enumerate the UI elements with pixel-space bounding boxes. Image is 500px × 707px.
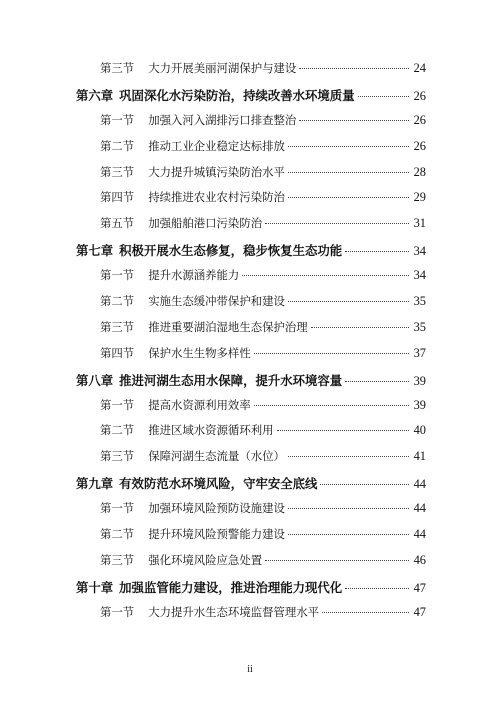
- toc-entry-page: 28: [413, 164, 426, 179]
- toc-entry-title: 实施生态缓冲带保护和建设: [148, 294, 285, 309]
- toc-leader-dots: [254, 353, 409, 354]
- toc-entry-page: 29: [413, 190, 426, 205]
- toc-leader-dots: [288, 508, 409, 509]
- toc-entry-page: 35: [413, 319, 426, 334]
- toc-section-entry[interactable]: [76, 60, 426, 86]
- toc-entry-number: 第三节: [100, 164, 135, 179]
- toc-entry-number: 第九章: [76, 476, 114, 492]
- toc-chapter-entry[interactable]: [76, 86, 426, 112]
- toc-entry-page: 37: [413, 345, 426, 360]
- toc-entry-page: 35: [413, 294, 426, 309]
- toc-leader-dots: [288, 534, 409, 535]
- toc-entry-title: 加强环境风险预防设施建设: [148, 501, 285, 516]
- toc-leader-dots: [265, 560, 409, 561]
- toc-leader-dots: [288, 301, 409, 302]
- toc-section-entry[interactable]: [76, 293, 426, 319]
- toc-leader-dots: [299, 120, 409, 121]
- toc-entry-number: 第一节: [100, 604, 135, 619]
- toc-entry-title: 加强船舶港口污染防治: [148, 216, 263, 231]
- toc-entry-number: 第三节: [100, 449, 135, 464]
- toc-entry-page: 46: [413, 552, 426, 567]
- toc-section-entry[interactable]: [76, 448, 426, 474]
- toc-section-entry[interactable]: [76, 215, 426, 241]
- toc-entry-title: 持续推进农业农村污染防治: [148, 190, 285, 205]
- toc-section-entry[interactable]: [76, 526, 426, 552]
- toc-entry-page: 34: [413, 244, 426, 259]
- toc-chapter-entry[interactable]: [76, 241, 426, 267]
- toc-leader-dots: [288, 172, 409, 173]
- toc-entry-title: 推动工业企业稳定达标排放: [148, 138, 285, 153]
- toc-entry-title: 积极开展水生态修复，稳步恢复生态功能: [119, 243, 343, 259]
- toc-entry-number: 第三节: [100, 319, 135, 334]
- toc-entry-page: 44: [413, 477, 426, 492]
- toc-leader-dots: [345, 588, 409, 589]
- toc-section-entry[interactable]: [76, 397, 426, 423]
- toc-entry-number: 第一节: [100, 397, 135, 412]
- toc-entry-page: 34: [413, 268, 426, 283]
- toc-entry-title: 推进重要湖泊湿地生态保护治理: [148, 319, 308, 334]
- toc-entry-number: 第二节: [100, 423, 135, 438]
- toc-entry-number: 第十章: [76, 579, 114, 595]
- page-number: ii: [247, 664, 253, 675]
- toc-leader-dots: [288, 146, 409, 147]
- toc-section-entry[interactable]: [76, 345, 426, 371]
- toc-entry-page: 26: [413, 88, 426, 103]
- toc-entry-page: 44: [413, 501, 426, 516]
- toc-leader-dots: [345, 381, 409, 382]
- toc-section-entry[interactable]: [76, 500, 426, 526]
- toc-entry-title: 保障河湖生态流量（水位）: [148, 449, 285, 464]
- toc-leader-dots: [320, 484, 409, 485]
- toc-entry-page: 41: [413, 449, 426, 464]
- toc-entry-title: 推进河湖生态用水保障，提升水环境容量: [119, 372, 343, 388]
- toc-entry-number: 第四节: [100, 190, 135, 205]
- toc-entry-page: 31: [413, 216, 426, 231]
- toc-entry-page: 39: [413, 397, 426, 412]
- toc-leader-dots: [254, 405, 409, 406]
- toc-entry-title: 提高水资源利用效率: [148, 397, 251, 412]
- toc-entry-number: 第二节: [100, 294, 135, 309]
- toc-entry-page: 39: [413, 373, 426, 388]
- toc-leader-dots: [242, 275, 409, 276]
- toc-entry-number: 第六章: [76, 87, 114, 103]
- toc-entry-number: 第一节: [100, 268, 135, 283]
- toc-leader-dots: [265, 223, 409, 224]
- toc-entry-number: 第一节: [100, 501, 135, 516]
- toc-chapter-entry[interactable]: [76, 474, 426, 500]
- toc-leader-dots: [288, 197, 409, 198]
- toc-entry-page: 26: [413, 138, 426, 153]
- toc-entry-page: 47: [413, 604, 426, 619]
- toc-leader-dots: [299, 68, 409, 69]
- toc-leader-dots: [288, 456, 409, 457]
- toc-leader-dots: [311, 327, 409, 328]
- toc-section-entry[interactable]: [76, 112, 426, 138]
- toc-entry-title: 大力提升水生态环境监督管理水平: [148, 604, 320, 619]
- toc-section-entry[interactable]: [76, 422, 426, 448]
- toc-entry-number: 第八章: [76, 372, 114, 388]
- toc-entry-title: 大力提升城镇污染防治水平: [148, 164, 285, 179]
- toc-section-entry[interactable]: [76, 552, 426, 578]
- toc-entry-number: 第七章: [76, 243, 114, 259]
- toc-section-entry[interactable]: [76, 604, 426, 630]
- toc-entry-page: 40: [413, 423, 426, 438]
- toc-entry-number: 第二节: [100, 527, 135, 542]
- toc-entry-number: 第三节: [100, 61, 135, 75]
- toc-chapter-entry[interactable]: [76, 371, 426, 397]
- toc-entry-title: 强化环境风险应急处置: [148, 552, 263, 567]
- toc-entry-number: 第二节: [100, 138, 135, 153]
- toc-entry-number: 第一节: [100, 112, 135, 127]
- toc-entry-page: 26: [413, 112, 426, 127]
- toc-section-entry[interactable]: [76, 138, 426, 164]
- toc-leader-dots: [277, 430, 410, 431]
- toc-entry-page: 24: [413, 61, 426, 75]
- toc-section-entry[interactable]: [76, 189, 426, 215]
- toc-entry-title: 加强监管能力建设，推进治理能力现代化: [119, 579, 343, 595]
- toc-entry-title: 推进区域水资源循环利用: [148, 423, 274, 438]
- toc-entry-title: 大力开展美丽河湖保护与建设: [148, 61, 297, 75]
- toc-section-entry[interactable]: [76, 267, 426, 293]
- toc-section-entry[interactable]: [76, 319, 426, 345]
- toc-leader-dots: [345, 251, 409, 252]
- toc-entry-title: 提升环境风险预警能力建设: [148, 527, 285, 542]
- toc-entry-page: 44: [413, 527, 426, 542]
- toc-entry-title: 加强入河入湖排污口排查整治: [148, 112, 297, 127]
- toc-entry-title: 保护水生生物多样性: [148, 345, 251, 360]
- toc-section-entry[interactable]: [76, 164, 426, 190]
- toc-entry-title: 有效防范水环境风险，守牢安全底线: [119, 476, 318, 492]
- table-of-contents: [76, 60, 426, 630]
- toc-entry-number: 第三节: [100, 552, 135, 567]
- toc-entry-page: 47: [413, 580, 426, 595]
- toc-leader-dots: [358, 96, 409, 97]
- toc-leader-dots: [322, 612, 409, 613]
- toc-entry-title: 提升水源涵养能力: [148, 268, 240, 283]
- toc-chapter-entry[interactable]: [76, 578, 426, 604]
- toc-entry-title: 巩固深化水污染防治，持续改善水环境质量: [119, 87, 355, 103]
- toc-entry-number: 第五节: [100, 216, 135, 231]
- toc-entry-number: 第四节: [100, 345, 135, 360]
